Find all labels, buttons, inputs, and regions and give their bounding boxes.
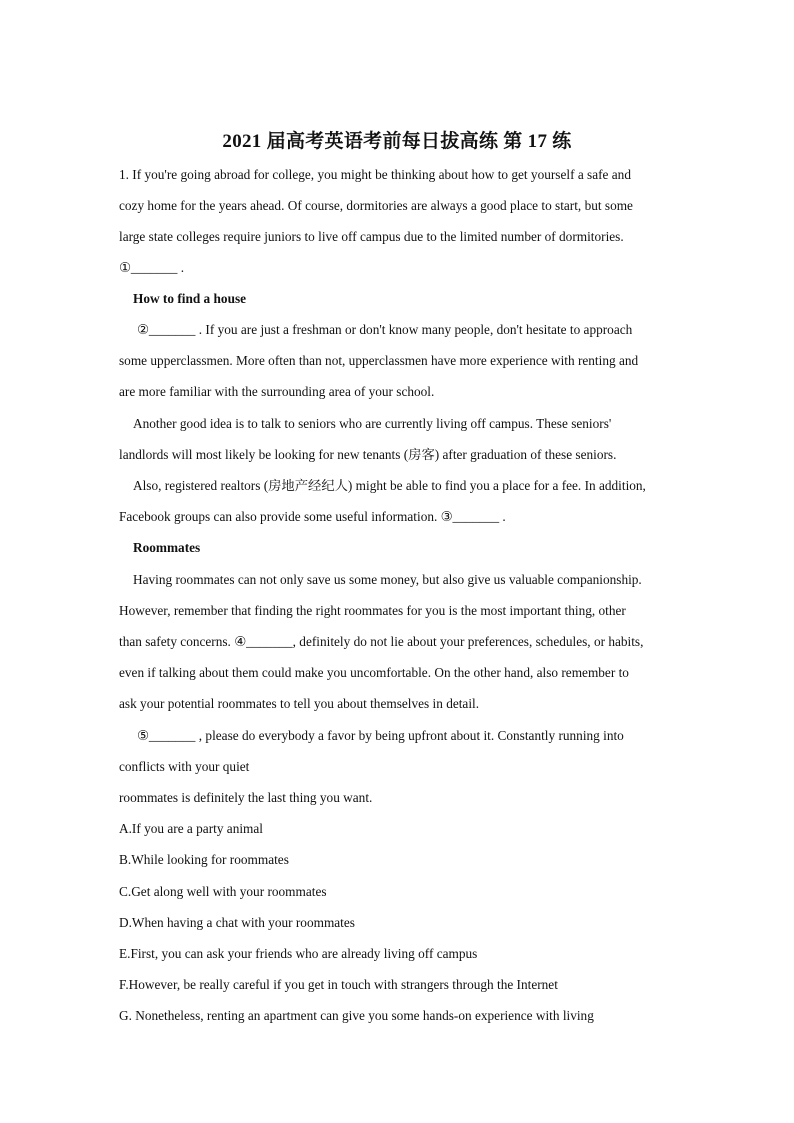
- section-heading-find-house: How to find a house: [133, 291, 247, 306]
- blank-4-line: than safety concerns. ④_______, definitely do not lie about your preferences, schedules, or habits,: [119, 634, 644, 649]
- blank-1: ①_______ .: [119, 260, 185, 275]
- paragraph-line: Having roommates can not only save us some money, but also give us valuable companionship.: [133, 572, 642, 587]
- paragraph-line: large state colleges require juniors to live off campus due to the limited number of dormitories.: [119, 229, 624, 244]
- paragraph-line: cozy home for the years ahead. Of course, dormitories are always a good place to start, but some: [119, 198, 633, 213]
- option-c: C.Get along well with your roommates: [119, 884, 327, 899]
- paragraph-line: 1. If you're going abroad for college, you might be thinking about how to get yourself a safe and: [119, 167, 631, 182]
- paragraph-line: conflicts with your quiet: [119, 759, 250, 774]
- page-title: 2021 届高考英语考前每日拔高练 第 17 练: [222, 131, 572, 152]
- option-g: G. Nonetheless, renting an apartment can give you some hands-on experience with living: [119, 1008, 594, 1023]
- paragraph-line: landlords will most likely be looking for new tenants (房客) after graduation of these seniors.: [119, 447, 617, 462]
- option-a: A.If you are a party animal: [119, 821, 263, 836]
- paragraph-line: Also, registered realtors (房地产经纪人) might be able to find you a place for a fee. In addition,: [133, 478, 646, 493]
- paragraph-line: Another good idea is to talk to seniors who are currently living off campus. These seniors': [133, 416, 612, 431]
- blank-3-line: Facebook groups can also provide some useful information. ③_______ .: [119, 509, 506, 524]
- option-f: F.However, be really careful if you get in touch with strangers through the Internet: [119, 977, 558, 992]
- paragraph-line: even if talking about them could make you uncomfortable. On the other hand, also remember to: [119, 665, 629, 680]
- paragraph-line: However, remember that finding the right roommates for you is the most important thing, other: [119, 603, 626, 618]
- paragraph-line: some upperclassmen. More often than not, upperclassmen have more experience with renting and: [119, 353, 639, 368]
- section-heading-roommates: Roommates: [133, 540, 201, 555]
- option-d: D.When having a chat with your roommates: [119, 915, 355, 930]
- paragraph-line: ask your potential roommates to tell you about themselves in detail.: [119, 696, 480, 711]
- option-b: B.While looking for roommates: [119, 852, 289, 867]
- blank-2-line: ②_______ . If you are just a freshman or don't know many people, don't hesitate to approach: [137, 322, 633, 337]
- paragraph-line: roommates is definitely the last thing you want.: [119, 790, 373, 805]
- option-e: E.First, you can ask your friends who are already living off campus: [119, 946, 478, 961]
- paragraph-line: are more familiar with the surrounding area of your school.: [119, 384, 435, 399]
- blank-5-line: ⑤_______ , please do everybody a favor by being upfront about it. Constantly running into: [137, 728, 624, 743]
